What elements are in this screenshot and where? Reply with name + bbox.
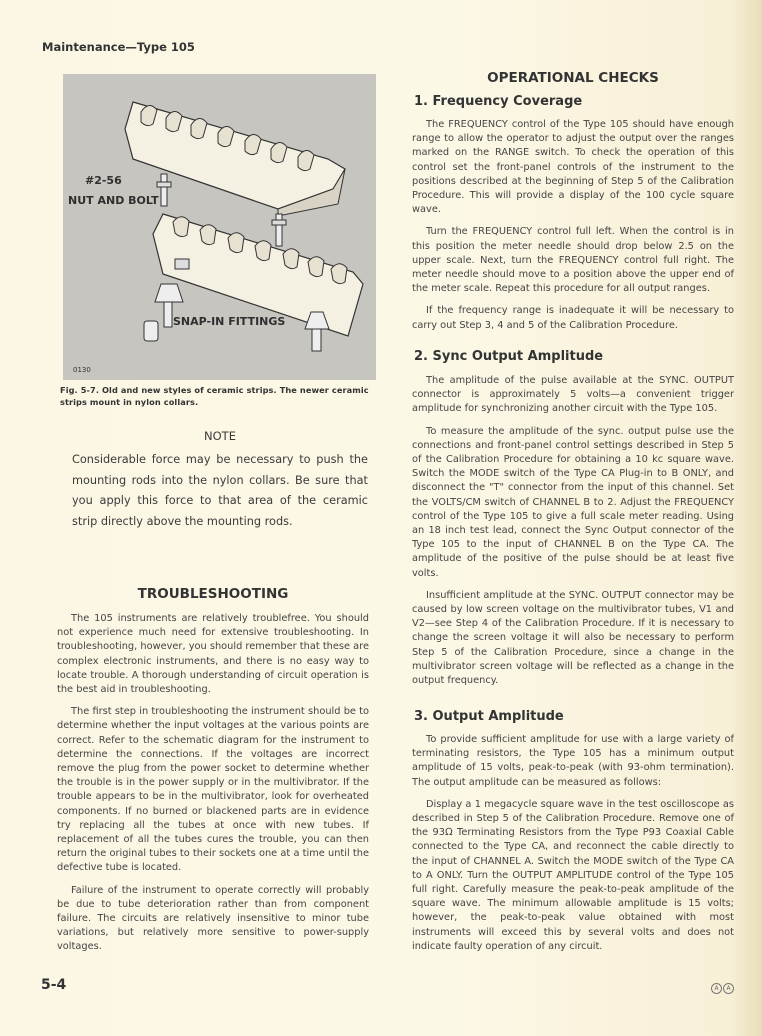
troubleshooting-title: TROUBLESHOOTING [137,586,289,602]
publisher-logo [711,983,734,994]
figure-ceramic-strips [63,74,376,380]
page-number: 5-4 [41,977,67,993]
paragraph: Turn the FREQUENCY control full left. When the control is in this position the meter needle should drop below 2.5 on the upper scale. Next, turn the FREQUENCY control full right. The meter needle should move to a position above the upper end of the meter scale. Repeat this procedure for all output ranges. [412,226,734,295]
figure-caption: Fig. 5-7. Old and new styles of ceramic strips. The newer ceramic strips mount in nylon collars. [60,385,369,407]
label-snap-in-fittings: SNAP-IN FITTINGS [173,315,286,328]
paragraph: The 105 instruments are relatively troublefree. You should not experience much need for extensive troubleshooting. In troubleshooting, however, you should remember that these are complex electronic instruments, and there is no easy way to locate trouble. A thorough understanding of circuit operation is the best aid in troubleshooting. [57,613,369,696]
note-title: NOTE [204,429,236,443]
section-heading-output-amplitude: 3. Output Amplitude [414,709,564,724]
note-body: Considerable force may be necessary to push the mounting rods into the nylon collars. Be sure that you apply this force to that area of the ceramic strip directly above the mounting rods. [72,453,368,528]
paragraph: The FREQUENCY control of the Type 105 should have enough range to allow the operator to adjust the output over the ranges marked on the RANGE switch. To check the operation of this control set the front-panel controls of the instrument to the positions described at the beginning of Step 5 of the Calibration Procedure. This will provide a display of the 100 cycle square wave. [412,119,734,216]
running-head: Maintenance—Type 105 [42,40,195,54]
ceramic-strips-illustration [63,74,376,380]
label-bolt-size: #2-56 [85,174,122,187]
paragraph: The amplitude of the pulse available at the SYNC. OUTPUT connector is approximately 5 volts—a convenient trigger amplitude for synchronizing another circuit with the Type 105. [412,375,734,415]
paragraph: To measure the amplitude of the sync. output pulse use the connections and front-panel control settings described in Step 5 of the Calibration Procedure for obtaining a 10 kc square wave. Switch the MODE switch of the Type CA Plug-in to B ONLY, and disconnect the "T" connector from the input of this channel. Set the VOLTS/CM switch of CHANNEL B to 2. Adjust the FREQUENCY control of the Type 105 to give a full scale meter reading. Using an 18 inch test lead, connect the Sync Output connector of the Type 105 to the input of CHANNEL B on the Type CA. The amplitude of the positive of the pulse should be at least five volts. [412,425,734,579]
paragraph: Display a 1 megacycle square wave in the test oscilloscope as described in Step 5 of the Calibration Procedure. Remove one of the 93Ω Terminating Resistors from the Type P93 Coaxial Cable connected to the Type CA, and reconnect the cable directly to the input of CHANNEL A. Switch the MODE switch of the Type CA to A ONLY. Turn the OUTPUT AMPLITUDE control of the Type 105 full right. Carefully measure the peak-to-peak amplitude of the square wave. The minimum allowable amplitude is 15 volts; however, the peak-to-peak value obtained with most instruments will exceed this by several volts and does not indicate faulty operation of any circuit. [412,798,734,952]
paragraph: Failure of the instrument to operate correctly will probably be due to tube deterioration rather than from component failure. The circuits are relatively insensitive to minor tube variations, but relatively more sensitive to power-supply voltages. [57,884,369,953]
label-nut-and-bolt: NUT AND BOLT [68,194,159,207]
frequency-coverage-body [412,118,734,341]
figure-code: 0130 [73,366,91,374]
logo-letter: A [711,983,722,994]
paragraph: The first step in troubleshooting the instrument should be to determine whether the input voltages at the various points are correct. Refer to the schematic diagram for the instrument to determine the connections. If the voltages are incorrect remove the plug from the power socket to determine whether the trouble is in the power supply or in the multivibrator. If the trouble appears to be in the multivibrator, look for overheated components. If no burned or blackened parts are in evidence try replacing all the tubes at once with new tubes. If replacement of all the tubes cures the trouble, you can then return the original tubes to their sockets one at a time until the defective tube is located. [57,706,369,874]
paragraph: To provide sufficient amplitude for use with a large variety of terminating resistors, the Type 105 has a minimum output amplitude of 15 volts, peak-to-peak (with 93-ohm termination). The output amplitude can be measured as follows: [412,734,734,788]
paragraph: Insufficient amplitude at the SYNC. OUTPUT connector may be caused by low screen voltage on the multivibrator tubes, V1 and V2—see Step 4 of the Calibration Procedure. If it is necessary to change the screen voltage it will also be necessary to perform Step 5 of the Calibration Procedure, since a change in the multivibrator screen voltage will be reflected as a change in the output frequency. [412,589,734,687]
operational-checks-title: OPERATIONAL CHECKS [487,70,659,86]
section-heading-sync-output-amplitude: 2. Sync Output Amplitude [414,349,604,364]
logo-letter: A [723,983,734,994]
output-amplitude-body [412,733,734,962]
section-heading-frequency-coverage: 1. Frequency Coverage [414,94,583,109]
paragraph: If the frequency range is inadequate it will be necessary to carry out Step 3, 4 and 5 of the Calibration Procedure. [412,305,734,331]
sync-output-amplitude-body [412,374,734,696]
troubleshooting-body [57,612,369,963]
